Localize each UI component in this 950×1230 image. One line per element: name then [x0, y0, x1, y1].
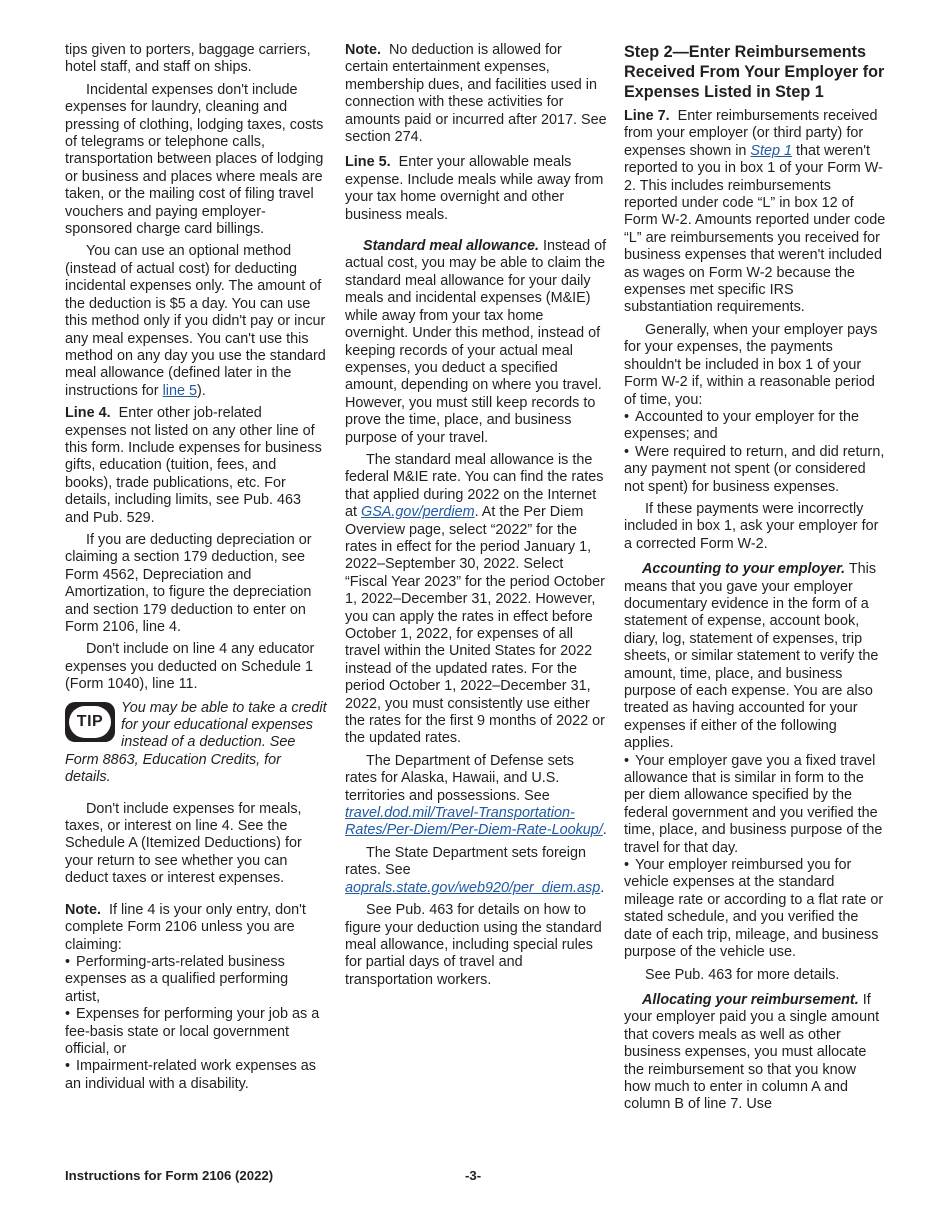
- text: .: [602, 822, 607, 839]
- run-in-heading: Accounting to your employer.: [642, 561, 846, 578]
- paragraph: Incidental expenses don't include expenses for laundry, cleaning and pressing of clothing, lodging taxes, costs of telegrams or telephone calls, transportation between places of lodging or business and places where meals are taken, or the mailing cost of filing travel vouchers and paying employer-sponsored charge card billings.: [65, 81, 324, 238]
- tip-text: You may be able to take a credit for your educational expenses instead of a deduction. See Form 8863, Education Credits, for details.: [65, 699, 327, 786]
- run-in-heading: Allocating your reimbursement.: [642, 991, 859, 1008]
- line-7-label: Line 7.: [624, 108, 670, 124]
- note-paragraph: [65, 902, 327, 954]
- paragraph: [345, 845, 607, 897]
- paragraph: If you are deducting depreciation or claiming a section 179 deduction, see Form 4562, Depreciation and Amortization, to figure the depreciation and section 179 deduction to enter on Form 2106, line 4.: [65, 531, 312, 635]
- text: The Department of Defense sets rates for Alaska, Hawaii, and U.S. territories and possessions. See: [345, 752, 574, 804]
- paragraph: If these payments were incorrectly included in box 1, ask your employer for a corrected Form W-2.: [624, 500, 879, 552]
- step-1-link[interactable]: Step 1: [750, 142, 793, 159]
- standard-meal-allowance-paragraph: [345, 238, 607, 447]
- text: that weren't reported to you in box 1 of your Form W-2. This includes reimbursements reported under code “L” in box 12 of Form W-2. Amounts reported under code “L” are reimbursements you received for business expenses that weren't included as wages on Form W-2 because the expenses met specific IRS substantiation requirements.: [624, 142, 886, 316]
- list-item: • Impairment-related work expenses as an individual with a disability.: [65, 1058, 327, 1093]
- paragraph: See Pub. 463 for more details.: [645, 966, 840, 983]
- paragraph: Don't include expenses for meals, taxes, or interest on line 4. See the Schedule A (Itemized Deductions) for your return to see whether you can deduct taxes or interest expenses.: [65, 800, 302, 887]
- paragraph: tips given to porters, baggage carriers, hotel staff, and staff on ships.: [65, 42, 311, 76]
- text: The State Department sets foreign rates. See: [345, 844, 586, 879]
- list-item: • Were required to return, and did return, any payment not spent (or considered not spent) for business expenses.: [624, 444, 886, 496]
- tip-callout: [65, 700, 327, 787]
- list-item: • Expenses for performing your job as a fee-basis state or local government official, or: [65, 1006, 327, 1058]
- paragraph: Don't include on line 4 any educator expenses you deducted on Schedule 1 (Form 1040), line 11.: [65, 641, 315, 693]
- text: If line 4 is your only entry, don't complete Form 2106 unless you are claiming:: [65, 901, 306, 953]
- note-label: Note.: [65, 901, 101, 918]
- list-item: • Your employer reimbursed you for vehicle expenses at the standard mileage rate or according to a flat rate or stated schedule, and you verified the date of each trip, mileage, and business purpose of the vehicle use.: [624, 857, 886, 961]
- text: . At the Per Diem Overview page, select “2022” for the rates in effect for the period January 1, 2022–September 30, 2022. Select “Fiscal Year 2023” for the period October 1, 2022–December 31, 2022. However, you can apply the rates in effect before October 1, 2022, for expenses of all travel within the United States for 2022 instead of the updated rates. For the period October 1, 2022–December 31, 2022, you must consistently use either the rates for the first 9 months of 2022 or the updated rates.: [345, 504, 605, 747]
- line-4-label: Line 4.: [65, 405, 111, 422]
- text: Instead of actual cost, you may be able to claim the standard meal allowance for your daily meals and incidental expenses (M&IE) while away from your tax home overnight. Under this method, instead of keeping records of your actual meal expenses, you deduct a specified amount, depending on where you travel. However, you must still keep records to prove the time, place, and business purpose of your travel.: [345, 238, 607, 446]
- paragraph: See Pub. 463 for details on how to figure your deduction using the standard meal allowance, including special rules for partial days of travel and transportation workers.: [345, 902, 602, 988]
- line-5-link[interactable]: line 5: [162, 382, 197, 399]
- text: The standard meal allowance is the federal M&IE rate. You can find the rates that applied during 2022 on the Internet at: [345, 451, 604, 521]
- line-7-paragraph: [624, 108, 886, 317]
- line-5-label: Line 5.: [345, 154, 391, 171]
- note-paragraph: [345, 42, 607, 146]
- list-item: • Accounted to your employer for the expenses; and: [624, 409, 886, 444]
- state-dept-link[interactable]: aoprals.state.gov/web920/per_diem.asp: [345, 879, 601, 896]
- text: No deduction is allowed for certain entertainment expenses, membership dues, and facilities used in connection with these activities for amounts paid or incurred after 2017. See section 274.: [345, 42, 607, 146]
- tip-icon: [65, 702, 115, 742]
- text: ).: [196, 382, 206, 399]
- text: You can use an optional method (instead of actual cost) for deducting incidental expenses only. The amount of the deduction is $5 a day. You can use this method only if you didn't pay or incur any meal expenses. You can't use this method on any day you use the standard meal allowance (defined later in the instructions for: [65, 243, 326, 399]
- text: .: [600, 879, 605, 896]
- section-heading: Step 2—Enter Reimbursements Received From Your Employer for Expenses Listed in Step 1: [624, 43, 885, 101]
- text: Enter other job-related expenses not listed on any other line of this form. Include expenses for business gifts, education (tuition, fees, and books), trade publications, etc. For details, including limits, see Pub. 463 and Pub. 529.: [65, 405, 322, 526]
- column-2: [345, 42, 607, 994]
- dod-travel-link[interactable]: travel.dod.mil/Travel-Transportation-Rates/Per-Diem/Per-Diem-Rate-Lookup/: [345, 805, 603, 839]
- paragraph: [345, 452, 607, 748]
- column-1: [65, 42, 327, 1093]
- gsa-perdiem-link[interactable]: GSA.gov/perdiem: [361, 504, 475, 521]
- paragraph: [345, 753, 607, 840]
- footer-form-title: Instructions for Form 2106 (2022): [65, 1168, 274, 1183]
- text: This means that you gave your employer documentary evidence in the form of a statement of expense, account book, diary, log, statement of expenses, trip sheets, or similar statement to verify the amount, time, place, and business purpose of each expense. You are also treated as having accounted for your expenses if either of the following applies.: [624, 561, 879, 752]
- tip-badge-label: TIP: [69, 706, 111, 738]
- paragraph: [65, 243, 327, 400]
- list-item: • Performing-arts-related business expenses as a qualified performing artist,: [65, 954, 327, 1006]
- accounting-paragraph: [624, 561, 886, 752]
- allocating-paragraph: [624, 992, 886, 1114]
- line-4-paragraph: [65, 405, 327, 527]
- text: Enter reimbursements received from your employer (or third party) for expenses shown in: [624, 108, 878, 159]
- paragraph: Generally, when your employer pays for your expenses, the payments shouldn't be included in box 1 of your Form W-2 if, within a reasonable period of time, you:: [624, 321, 878, 408]
- line-5-paragraph: [345, 154, 607, 224]
- list-item: • Your employer gave you a fixed travel allowance that is similar in form to the per diem allowance specified by the federal government and you verified the time, place, and business purpose of the travel for that day.: [624, 753, 886, 857]
- note-label: Note.: [345, 42, 381, 58]
- run-in-heading: Standard meal allowance.: [363, 238, 539, 255]
- page-number: -3-: [465, 1168, 482, 1183]
- text: If your employer paid you a single amount that covers meals as well as other business expenses, you must allocate the reimbursement so that you know how much to enter in column A and column B of line 7. Use: [624, 991, 880, 1113]
- column-3: [624, 42, 886, 1119]
- text: Enter your allowable meals expense. Include meals while away from your tax home overnight and other business meals.: [345, 154, 604, 223]
